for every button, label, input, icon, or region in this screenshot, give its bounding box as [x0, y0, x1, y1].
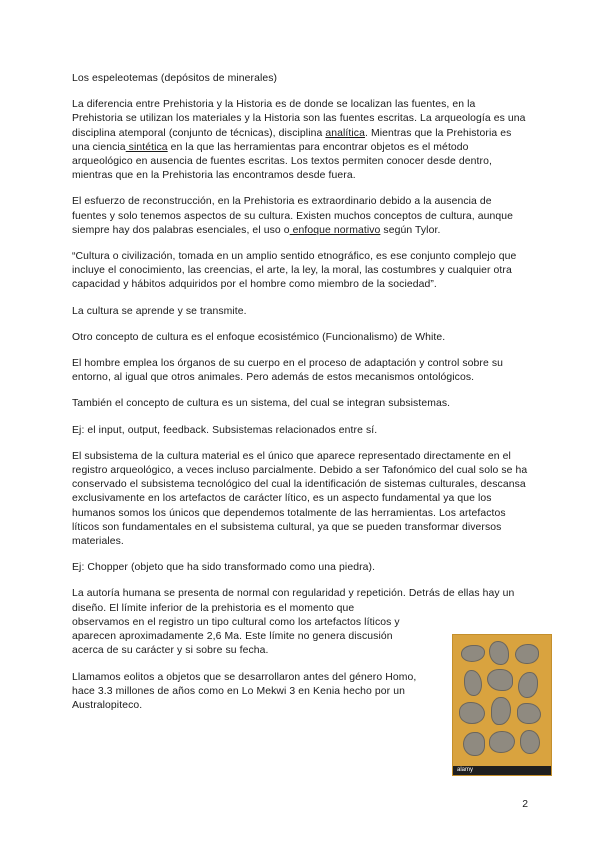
stone-tool — [489, 731, 515, 753]
stone-tool — [491, 697, 511, 725]
paragraph-cultura-material: El subsistema de la cultura material es el único que aparece representado directamente en el registro arqueológico, a veces incluso parcialmente. Debido a ser Tafonómico del cual solo se ha conservado el subsistema tecnológico del cual la identificación de sistemas culturales, descansa exclusivamente en los artefactos de carácter lítico, es un aspecto fundamental ya que los humanos somos los únicos que dependemos totalmente de las herramientas. Los artefactos líticos son fundamentales en el subsistema cultural, ya que se pueden transformar diversos materiales. — [72, 450, 528, 548]
stone-tool — [518, 672, 538, 698]
stone-tool — [515, 644, 539, 664]
paragraph-espeleotemas: Los espeleotemas (depósitos de minerales) — [72, 73, 278, 84]
paragraph-tylor-quote: “Cultura o civilización, tomada en un amplio sentido etnográfico, es ese conjunto complejo que incluye el conocimiento, las creencias, el arte, la ley, la moral, las costumbres y cualquier otra capacidad y hábitos adquiridos por el hombre como miembro de la sociedad”. — [72, 251, 517, 291]
image-watermark-bar — [453, 766, 551, 775]
stone-tool — [463, 732, 485, 756]
stone-tool — [520, 730, 540, 754]
stone-tool — [517, 703, 541, 724]
paragraph-input-output: Ej: el input, output, feedback. Subsistemas relacionados entre sí. — [72, 424, 378, 436]
lithic-artifacts-image — [452, 634, 552, 776]
page-number: 2 — [522, 799, 528, 810]
stone-tool — [459, 702, 485, 724]
underlined-sintetica: sintética — [125, 141, 168, 153]
paragraph-cultura-aprende: La cultura se aprende y se transmite. — [72, 305, 247, 317]
paragraph-autoria-humana: La autoría humana se presenta de normal con regularidad y repetición. Detrás de ellas hay un diseño. El límite inferior de la prehistoria es el momento que observamos en el registro un tipo cultural como los artefactos líticos y aparecen aproximadamente 2,6 Ma. Este límite no genera discusión acerca de su carácter y si sobre su fecha. — [72, 588, 515, 657]
stone-tool — [464, 670, 482, 696]
image-watermark: alamy — [457, 767, 474, 773]
stone-tool — [489, 641, 509, 665]
paragraph-organos-cuerpo: El hombre emplea los órganos de su cuerpo en el proceso de adaptación y control sobre su entorno, al igual que otros animales. Pero además de estos mecanismos ontológicos. — [72, 358, 504, 384]
paragraph-reconstruccion: El esfuerzo de reconstrucción, en la Prehistoria es extraordinario debido a la ausencia de fuentes y solo tenemos aspectos de su cultura. Existen muchos conceptos de cultura, aunque siempre hay dos palabras esenciales, el uso o enfoque normativo según Tylor. — [72, 196, 514, 236]
paragraph-enfoque-ecosistemico: Otro concepto de cultura es el enfoque ecosistémico (Funcionalismo) de White. — [72, 331, 446, 343]
stone-tool — [487, 669, 513, 691]
underlined-analitica: analítica — [325, 127, 365, 139]
paragraph-eolitos: Llamamos eolitos a objetos que se desarrollaron antes del género Homo, hace 3.3 millones de años como en Lo Mekwi 3 en Kenia hecho por un Australopiteco. — [72, 671, 417, 711]
document-page — [72, 72, 528, 725]
paragraph-sistema: También el concepto de cultura es un sistema, del cual se integran subsistemas. — [72, 398, 451, 410]
paragraph-prehistoria-historia: La diferencia entre Prehistoria y la Historia es de donde se localizan las fuentes, en la Prehistoria se utilizan los materiales y la Historia son las fuentes escritas. La arqueología es una disciplina atemporal (conjunto de técnicas), disciplina analítica. Mientras que la Prehistoria es una ciencia sintética en la que las herramientas para encontrar objetos es el método arqueológico en ausencia de fuentes escritas. Los textos permiten conocer desde dentro, mientras que en la Prehistoria las encontramos desde fuera. — [72, 99, 526, 182]
stone-tool — [461, 645, 485, 662]
paragraph-chopper: Ej: Chopper (objeto que ha sido transformado como una piedra). — [72, 562, 376, 574]
underlined-enfoque-normativo: enfoque normativo — [289, 224, 381, 236]
